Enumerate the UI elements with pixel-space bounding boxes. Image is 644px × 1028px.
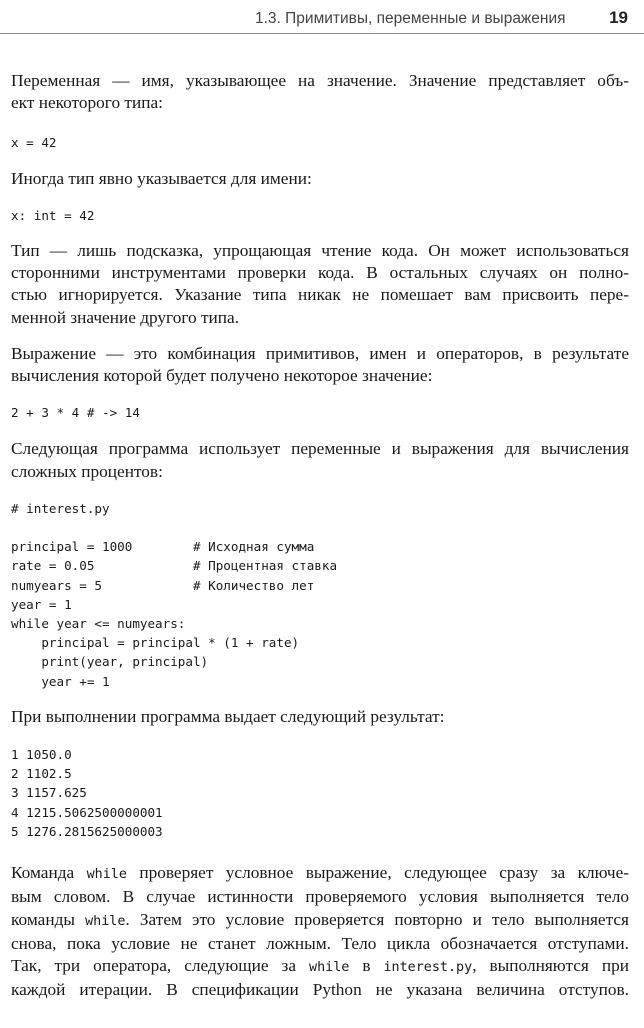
text-line: вым словом. В случае истинности проверяемого условия выполняется тело xyxy=(11,887,629,907)
text-line: вычисления которой будет получено некоторое значение: xyxy=(11,366,433,386)
text-line: Команда while проверяет условное выражение, следующее сразу за ключе- xyxy=(11,863,629,883)
text-line: каждой итерации. В спецификации Python не указана величина отступов. xyxy=(11,980,629,1000)
text-line: При выполнении программа выдает следующий результат: xyxy=(11,706,445,726)
text-line: Следующая программа использует переменные и выражения для вычисления xyxy=(11,439,629,459)
inline-code: while xyxy=(309,959,350,975)
paragraph-output-intro xyxy=(11,706,629,728)
text-line: сложных процентов: xyxy=(11,461,163,481)
text-line: снова, пока условие не станет ложным. Тело цикла обозначается отступами. xyxy=(11,933,629,953)
code-output: 1 1050.0 2 1102.5 3 1157.625 4 1215.5062500000001 5 1276.2815625000003 xyxy=(11,747,163,839)
text-line: команды while. Затем это условие проверяется повторно и тело выполняется xyxy=(11,909,629,929)
paragraph-variable xyxy=(11,70,629,114)
paragraph-program-intro xyxy=(11,438,629,482)
code-typed-assignment: x: int = 42 xyxy=(11,207,95,223)
paragraph-type-hint-intro xyxy=(11,168,629,190)
paragraph-type-hint xyxy=(11,240,629,329)
page-number: 19 xyxy=(609,8,628,27)
text-line: Так, три оператора, следующие за while в interest.py, выполняются при xyxy=(11,955,629,975)
section-title: 1.3. Примитивы, переменные и выражения xyxy=(255,10,566,27)
text-line: сторонними инструментами проверки кода. В остальных случаях он полно- xyxy=(11,263,629,283)
page-body xyxy=(11,70,629,1001)
code-assignment: x = 42 xyxy=(11,135,57,151)
text-line: ект некоторого типа: xyxy=(11,93,163,113)
inline-code: while xyxy=(86,867,127,883)
code-expression: 2 + 3 * 4 # -> 14 xyxy=(11,405,140,421)
code-interest-program: # interest.py principal = 1000 # Исходная сумма rate = 0.05 # Процентная ставка numyears = 5 # Количество лет year = 1 while year <= numyears: principal = principal * (1 + rate) print(year, principal) year += 1 xyxy=(11,500,338,689)
text-line: Тип — лишь подсказка, упрощающая чтение кода. Он может использоваться xyxy=(11,241,629,261)
text-line: Переменная — имя, указывающее на значение. Значение представляет объ- xyxy=(11,71,629,90)
inline-code: interest.py xyxy=(383,959,473,975)
text-line: Иногда тип явно указывается для имени: xyxy=(11,168,312,188)
text-line: Выражение — это комбинация примитивов, имен и операторов, в результате xyxy=(11,343,629,363)
inline-code: while xyxy=(85,913,126,929)
paragraph-expression xyxy=(11,343,629,387)
text-line: стью игнорируется. Указание типа никак не помешает вам присвоить пере- xyxy=(11,285,629,305)
running-header xyxy=(0,7,644,34)
text-line: менной значение другого типа. xyxy=(11,307,240,327)
paragraph-while-explanation xyxy=(11,862,629,1001)
